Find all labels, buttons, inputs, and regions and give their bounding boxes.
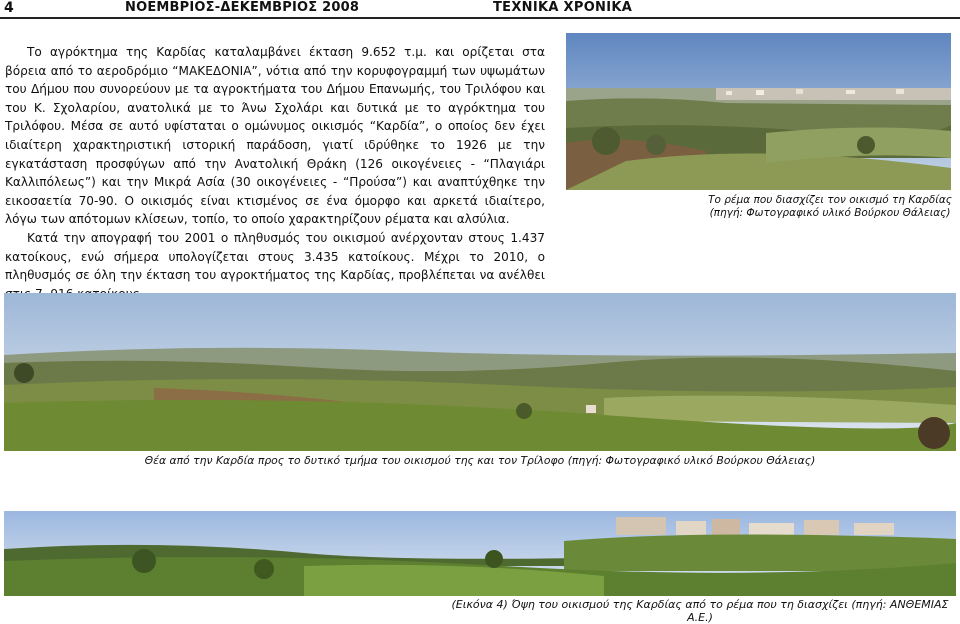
- panorama-west-photo: [4, 293, 956, 451]
- article-paragraph: Κατά την απογραφή του 2001 ο πληθυσμός του οικισμού ανέρχονταν στους 1.437 κατοίκους, ενώ σήμερα υπολογίζεται στους 3.435 κατοίκους. Μέχρι το 2010, ο πληθυσμός σε όλη την έκταση του αγροκτήματος της Καρδίας, προβλέπεται να ανέλθει: [5, 230, 545, 283]
- header-rule: [0, 17, 960, 19]
- stream-photo: [566, 33, 951, 190]
- caption-line: (πηγή: Φωτογραφικό υλικό Βούρκου Θάλειας): [709, 207, 951, 219]
- panorama-west-caption: Θέα από την Καρδία προς το δυτικό τμήμα του οικισμού της και τον Τρίλοφο (πηγή: Φωτογραφικό υλικό Βούρκου Θάλειας): [144, 454, 816, 467]
- page-number: 4: [4, 0, 14, 16]
- panorama-settlement-caption: (Εικόνα 4) Όψη του οικισμού της Καρδίας από το ρέμα που τη διασχίζει (πηγή: ΑΝΘΕΜΙΑΣ Α.Ε.): [451, 598, 949, 624]
- issue-date: ΝΟΕΜΒΡΙΟΣ-ΔΕΚΕΜΒΡΙΟΣ 2008: [125, 0, 360, 15]
- panorama-settlement-photo: [4, 511, 956, 596]
- article-body: [5, 43, 545, 303]
- page-header: [0, 0, 960, 17]
- caption-line: Το ρέμα που διασχίζει τον οικισμό τη Καρδίας: [708, 194, 952, 206]
- article-paragraph: Το αγρόκτημα της Καρδίας καταλαμβάνει έκταση 9.652 τ.μ. και ορίζεται στα βόρεια από το αεροδρόμιο “ΜΑΚΕΔΟΝΙΑ”, νότια από την κορυφογραμμή των υψωμάτων του Δήμου που συνορεύουν με τα αγροκτήματα του Δήμου Επανωμής, του Τριλόφου και του Κ. Σχολαρίου, ανατολικά με το Άνω Σχολάρι και δυτικά με το αγρόκτημα του Τριλόφου. Μέσα σε αυτό υφίσταται ο ομώνυμος οικισμός “Καρδία”, ο οποίος δεν έχει ιδιαίτερη χαρακτηριστική ιστορική παράδοση, γιατί ιδρύθηκε το 1926 με την εγκατάσταση προσφύγων από την Ανατολική Θράκη (126 οικογένειες - “Πλαγιάρι Καλλιπόλεως”) και την Μικρά Ασία (30 οικογένειες - “Προύσα”) και αναπτύχθηκε την εικοσαετία 70-90. Ο οικισμός είναι κτισμένος σε ένα όμορφο και αρκετά ιδιαίτερο, λόγω των απότομων κλίσεων, τοπίο, το οποίο χαρακτηρίζουν ρέματα και αλσύλια.: [5, 45, 545, 227]
- photo-caption: [700, 194, 960, 220]
- section-title: ΤΕΧΝΙΚΑ ΧΡΟΝΙΚΑ: [493, 0, 633, 15]
